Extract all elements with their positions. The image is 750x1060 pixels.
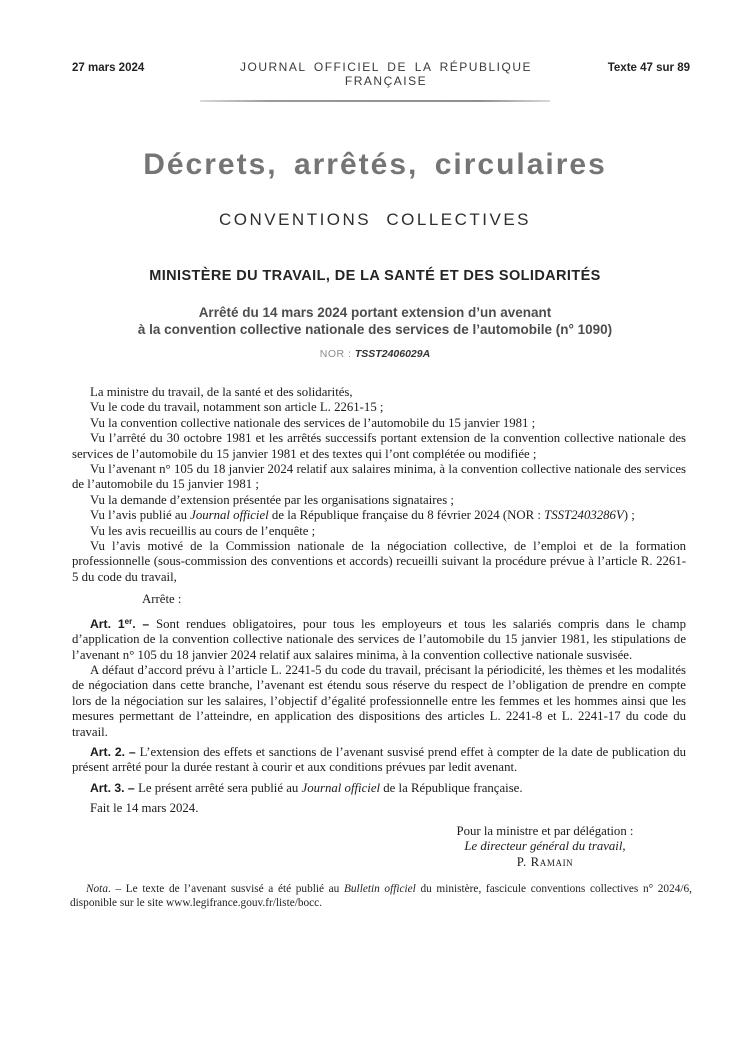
nota-block [0,883,750,911]
header-divider-rule [200,100,550,102]
visa-avis-publie [72,508,686,523]
article-3-paragraph [72,781,686,796]
article-1-label [90,617,156,631]
ordinal-superscript: er [124,616,133,626]
text-run: de la République française. [380,780,523,795]
text-run: ) ; [623,508,635,523]
text-run: Le présent arrêté sera publié au [138,780,302,795]
article-1-text: Sont rendues obligatoires, pour tous les employeurs et tous les salariés compris dans le champ d’application de la convention collective nationale des services de l’automobile du 15 janvier 1981, les stipulations de l’avenant n° 105 du 18 janvier 2024 relatif aux salaires minima, à la convention collective nationale susvisée. [72,616,687,662]
arrete-formula: Arrête : [142,592,182,607]
nor-label: NOR : [319,348,355,360]
arrete-title [0,304,750,338]
signature-name: P. Ramain [516,855,574,870]
text-run: Vu l’avis publié au [90,508,191,523]
visa-code-travail: Vu le code du travail, notamment son article L. 2261-15 ; [90,400,384,415]
text-run: de la République française du 8 février 2024 (NOR : [268,508,545,523]
page-header [0,0,750,88]
signature-delegation: Pour la ministre et par délégation : [456,823,634,838]
text-run: Art. 2 [90,744,122,759]
nor-line [0,348,750,360]
text-run: . – Le texte de l’avenant susvisé a été publié au [107,882,344,895]
article-2-paragraph [72,745,686,776]
text-run: Art. 1 [90,616,125,631]
article-2-label [90,745,140,759]
text-run: du ministère, fascicule conventions collectives n° 2024/6, disponible sur le site www.legifrance.gouv.fr/liste/bocc. [70,882,692,909]
text-run: Art. 3 [90,780,122,795]
visa-avis-motive: Vu l’avis motivé de la Commission nationale de la négociation collective, de l’emploi et de la formation professionnelle (sous-commission des conventions et accords) recueilli suivant la procédure prévue à l’article R. 2261-5 du code du travail, [72,539,686,584]
text-run: . – [121,780,139,795]
header-date: 27 mars 2024 [72,62,145,74]
intro-paragraph: La ministre du travail, de la santé et des solidarités, [90,385,353,399]
arrete-title-line1: Arrêté du 14 mars 2024 portant extension d’un avenant [198,305,552,320]
arrete-title-line2: à la convention collective nationale des services de l’automobile (n° 1090) [137,322,613,337]
fait-le-line: Fait le 14 mars 2024. [90,801,199,816]
journal-officiel-italic: Journal officiel [301,780,381,795]
document-body [0,385,750,817]
nor-value: TSST2406029A [354,348,431,360]
category-heading: CONVENTIONS COLLECTIVES [218,210,532,229]
visa-arrete-1981: Vu l’arrêté du 30 octobre 1981 et les arrêtés successifs portant extension de la convention collective nationale des services de l’automobile du 15 janvier 1981 et des textes qui l’ont complétée ou modifiée ; [72,431,686,461]
text-run: . – [121,744,140,759]
visa-avis-recueillis: Vu les avis recueillis au cours de l’enquête ; [90,523,316,538]
signature-function: Le directeur général du travail, [464,839,626,854]
visa-demande-extension: Vu la demande d’extension présentée par les organisations signataires ; [90,492,454,507]
article-3-label [90,781,138,795]
journal-officiel-italic: Journal officiel [190,508,269,523]
header-journal-title: JOURNAL OFFICIEL DE LA RÉPUBLIQUE FRANÇAISE [239,60,532,88]
signature-block [390,824,700,871]
ministry-heading: MINISTÈRE DU TRAVAIL, DE LA SANTÉ ET DES SOLIDARITÉS [149,268,601,284]
section-title: Décrets, arrêtés, circulaires [143,148,607,181]
article-1-paragraph [72,614,686,663]
visa-avenant-105: Vu l’avenant n° 105 du 18 janvier 2024 relatif aux salaires minima, à la convention collective nationale des services de l’automobile du 15 janvier 1981 ; [72,462,686,492]
text-run: . – [132,616,157,631]
article-1-alinea-2: A défaut d’accord prévu à l’article L. 2241-5 du code du travail, précisant la périodicité, les thèmes et les modalités de négociation dans cette branche, l’avenant est étendu sous réserve du respect de l’obligation de prendre en compte lors de la négociation sur les salaires, l’objectif d’égalité professionnelle entre les femmes et les hommes ainsi que les mesures permettant de l’atteindre, en application des dispositions des articles L. 2241-8 et L. 2241-17 du code du travail. [72,662,686,739]
nota-paragraph [70,883,692,911]
nota-label-italic: Nota [86,882,108,895]
visa-convention-collective: Vu la convention collective nationale des services de l’automobile du 15 janvier 1981 ; [90,415,536,430]
header-text-number: Texte 47 sur 89 [607,62,690,74]
bulletin-officiel-italic: Bulletin officiel [344,882,416,895]
article-2-text: L’extension des effets et sanctions de l’avenant susvisé prend effet à compter de la date de publication du présent arrêté pour la durée restant à courir et aux conditions prévues par ledit avenant. [72,744,687,775]
nor-reference-italic: TSST2403286V [544,508,624,523]
